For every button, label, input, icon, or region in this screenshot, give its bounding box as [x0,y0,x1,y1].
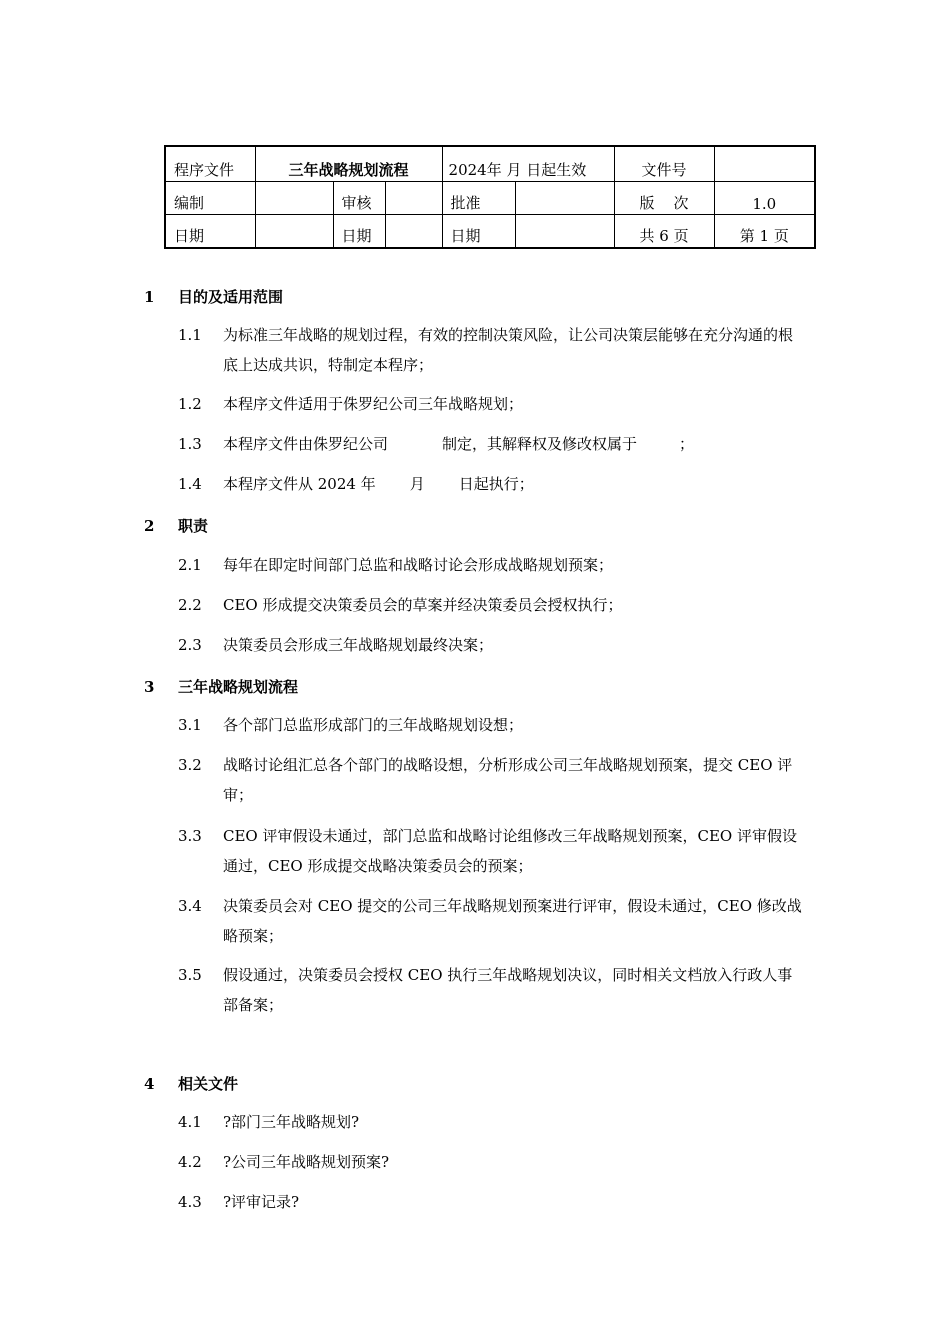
list-item [178,750,803,810]
item-text: 本程序文件适用于侏罗纪公司三年战略规划； [223,395,524,413]
section-number: 1 [144,288,155,306]
header-row-2 [165,182,815,215]
list-item [178,821,803,881]
item-number: 2.3 [178,636,202,654]
item-text: CEO 评审假设未通过，部门总监和战略讨论组修改三年战略规划预案，CEO 评审假设通过，CEO 形成提交战略决策委员会的预案； [223,827,797,875]
item-text [223,469,803,499]
item-text: 各个部门总监形成部门的三年战略规划设想； [223,716,524,734]
effective-date: 2024年 月 日起生效 [442,146,614,182]
section-title: 职责 [178,517,209,535]
list-item [178,1107,803,1137]
section-title: 目的及适用范围 [178,288,284,306]
item-text-part: 制定，其解释权及修改权属于 [442,435,638,453]
date-label-1: 日期 [165,215,255,249]
section-heading [144,515,208,536]
file-number-value [714,146,815,182]
list-item [178,320,803,380]
item-text-part: 本程序文件从 2024 年 [223,475,376,493]
date-label-2: 日期 [333,215,385,249]
item-text: 战略讨论组汇总各个部门的战略设想，分析形成公司三年战略规划预案，提交 CEO 评审； [223,756,793,804]
item-number: 3.2 [178,756,202,774]
version-label: 版 次 [614,182,714,215]
doc-title: 三年战略规划流程 [255,146,442,182]
compiled-label: 编制 [165,182,255,215]
item-text: 决策委员会对 CEO 提交的公司三年战略规划预案进行评审，假设未通过，CEO 修改战略预案； [223,897,802,945]
list-item [178,389,803,419]
list-item [178,710,803,740]
item-number: 4.1 [178,1113,202,1131]
item-number: 4.3 [178,1193,202,1211]
list-item [178,429,803,459]
compiled-value [255,182,333,215]
section-title: 三年战略规划流程 [178,678,299,696]
item-text-part: ； [679,435,695,453]
item-number: 2.1 [178,556,202,574]
reviewed-label: 审核 [333,182,385,215]
reviewed-value [385,182,442,215]
item-text [223,429,803,459]
item-number: 3.1 [178,716,202,734]
item-number: 4.2 [178,1153,202,1171]
list-item [178,891,803,951]
item-text: ?部门三年战略规划? [223,1113,360,1131]
list-item [178,469,803,499]
date-value-2 [385,215,442,249]
approved-label: 批准 [442,182,515,215]
section-heading [144,676,298,697]
list-item [178,1187,803,1217]
item-number: 1.1 [178,326,202,344]
list-item [178,960,803,1020]
list-item [178,630,803,660]
list-item [178,590,803,620]
date-value-1 [255,215,333,249]
item-text: 决策委员会形成三年战略规划最终决案； [223,636,494,654]
item-text-part: 月 [409,475,425,493]
doc-type-label: 程序文件 [165,146,255,182]
item-text-part: 日起执行； [458,475,534,493]
item-number: 3.3 [178,827,202,845]
date-label-3: 日期 [442,215,515,249]
file-number-label: 文件号 [614,146,714,182]
item-number: 3.4 [178,897,202,915]
list-item [178,1147,803,1177]
header-row-3 [165,215,815,249]
section-number: 2 [144,517,155,535]
section-number: 4 [144,1075,155,1093]
total-pages: 共 6 页 [614,215,714,249]
item-number: 1.4 [178,475,202,493]
approved-value [515,182,614,215]
section-title: 相关文件 [178,1075,239,1093]
section-heading [144,286,283,307]
item-text-part: 本程序文件由侏罗纪公司 [223,435,389,453]
item-text: 假设通过，决策委员会授权 CEO 执行三年战略规划决议，同时相关文档放入行政人事部备案； [223,966,793,1014]
item-text: ?评审记录? [223,1193,300,1211]
item-text: 每年在即定时间部门总监和战略讨论会形成战略规划预案； [223,556,614,574]
section-number: 3 [144,678,155,696]
item-text: CEO 形成提交决策委员会的草案并经决策委员会授权执行； [223,596,623,614]
date-value-3 [515,215,614,249]
current-page: 第 1 页 [714,215,815,249]
document-header-table [164,145,816,249]
item-number: 1.2 [178,395,202,413]
header-row-1 [165,146,815,182]
section-heading [144,1073,238,1094]
item-number: 1.3 [178,435,202,453]
item-text: 为标准三年战略的规划过程，有效的控制决策风险，让公司决策层能够在充分沟通的根底上达成共识，特制定本程序； [223,326,794,374]
item-text: ?公司三年战略规划预案? [223,1153,390,1171]
item-number: 3.5 [178,966,202,984]
version-value: 1.0 [714,182,815,215]
list-item [178,550,803,580]
item-number: 2.2 [178,596,202,614]
